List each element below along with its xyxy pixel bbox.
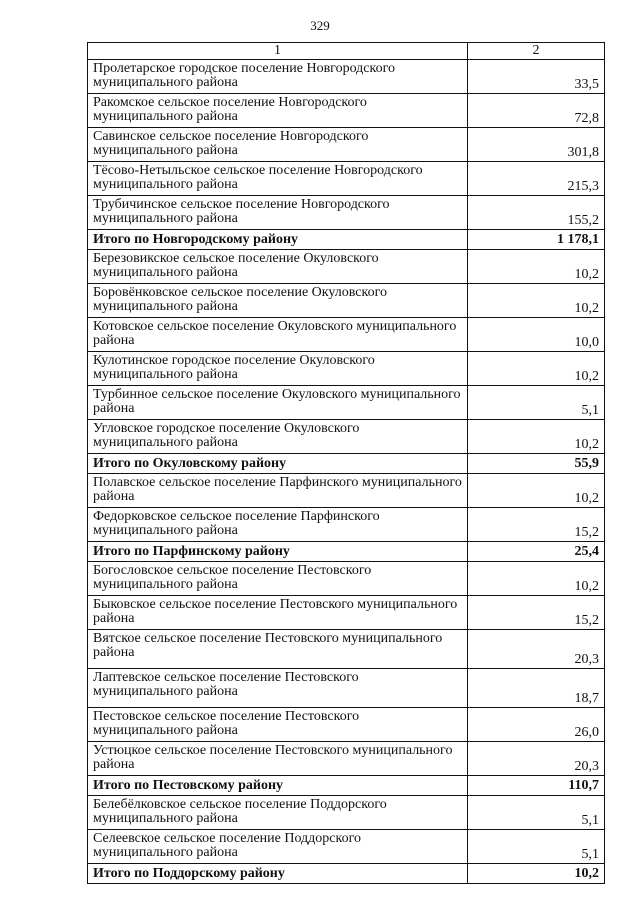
amount-value: 5,1 [468, 830, 605, 864]
total-row [88, 230, 605, 250]
amount-value: 10,0 [468, 318, 605, 352]
column-header-2: 2 [468, 43, 605, 60]
total-label: Итого по Окуловскому району [88, 454, 468, 474]
table-row [88, 94, 605, 128]
table-row [88, 60, 605, 94]
settlement-name: Котовское сельское поселение Окуловского муниципального района [88, 318, 468, 352]
table-row [88, 562, 605, 596]
table-row [88, 196, 605, 230]
table-row [88, 128, 605, 162]
settlement-name: Лаптевское сельское поселение Пестовского муниципального района [88, 669, 468, 708]
settlement-name: Полавское сельское поселение Парфинского муниципального района [88, 474, 468, 508]
amount-value: 10,2 [468, 284, 605, 318]
table-row [88, 284, 605, 318]
settlement-name: Пестовское сельское поселение Пестовского муниципального района [88, 708, 468, 742]
settlement-name: Турбинное сельское поселение Окуловского муниципального района [88, 386, 468, 420]
total-row [88, 864, 605, 884]
table-row [88, 830, 605, 864]
amount-value: 20,3 [468, 742, 605, 776]
table-row [88, 420, 605, 454]
amount-value: 10,2 [468, 250, 605, 284]
settlement-name: Устюцкое сельское поселение Пестовского муниципального района [88, 742, 468, 776]
total-value: 25,4 [468, 542, 605, 562]
settlement-name: Боровёнковское сельское поселение Окуловского муниципального района [88, 284, 468, 318]
table-row [88, 508, 605, 542]
amount-value: 20,3 [468, 630, 605, 669]
amount-value: 215,3 [468, 162, 605, 196]
total-value: 10,2 [468, 864, 605, 884]
amount-value: 33,5 [468, 60, 605, 94]
total-row [88, 542, 605, 562]
total-row [88, 454, 605, 474]
settlement-name: Федорковское сельское поселение Парфинского муниципального района [88, 508, 468, 542]
amount-value: 10,2 [468, 352, 605, 386]
allocation-table [87, 42, 605, 884]
table-row [88, 474, 605, 508]
table-row [88, 162, 605, 196]
table-row [88, 669, 605, 708]
amount-value: 10,2 [468, 474, 605, 508]
table-row [88, 352, 605, 386]
table-row [88, 250, 605, 284]
settlement-name: Пролетарское городское поселение Новгородского муниципального района [88, 60, 468, 94]
total-value: 1 178,1 [468, 230, 605, 250]
amount-value: 15,2 [468, 508, 605, 542]
total-value: 110,7 [468, 776, 605, 796]
table-body [88, 43, 605, 884]
settlement-name: Березовикское сельское поселение Окуловского муниципального района [88, 250, 468, 284]
total-row [88, 776, 605, 796]
settlement-name: Селеевское сельское поселение Поддорского муниципального района [88, 830, 468, 864]
amount-value: 10,2 [468, 420, 605, 454]
amount-value: 26,0 [468, 708, 605, 742]
amount-value: 10,2 [468, 562, 605, 596]
total-label: Итого по Пестовскому району [88, 776, 468, 796]
table-row [88, 742, 605, 776]
amount-value: 155,2 [468, 196, 605, 230]
settlement-name: Трубичинское сельское поселение Новгородского муниципального района [88, 196, 468, 230]
amount-value: 301,8 [468, 128, 605, 162]
settlement-name: Ракомское сельское поселение Новгородского муниципального района [88, 94, 468, 128]
column-header-1: 1 [88, 43, 468, 60]
settlement-name: Белебёлковское сельское поселение Поддорского муниципального района [88, 796, 468, 830]
table-header-row [88, 43, 605, 60]
total-value: 55,9 [468, 454, 605, 474]
total-label: Итого по Парфинскому району [88, 542, 468, 562]
table-row [88, 386, 605, 420]
amount-value: 18,7 [468, 669, 605, 708]
table-row [88, 708, 605, 742]
table-row [88, 630, 605, 669]
settlement-name: Вятское сельское поселение Пестовского муниципального района [88, 630, 468, 669]
settlement-name: Савинское сельское поселение Новгородского муниципального района [88, 128, 468, 162]
table-row [88, 796, 605, 830]
page-number: 329 [310, 18, 330, 33]
total-label: Итого по Новгородскому району [88, 230, 468, 250]
amount-value: 5,1 [468, 386, 605, 420]
amount-value: 5,1 [468, 796, 605, 830]
settlement-name: Тёсово-Нетыльское сельское поселение Новгородского муниципального района [88, 162, 468, 196]
settlement-name: Кулотинское городское поселение Окуловского муниципального района [88, 352, 468, 386]
total-label: Итого по Поддорскому району [88, 864, 468, 884]
amount-value: 72,8 [468, 94, 605, 128]
settlement-name: Быковское сельское поселение Пестовского муниципального района [88, 596, 468, 630]
table-row [88, 318, 605, 352]
amount-value: 15,2 [468, 596, 605, 630]
table-row [88, 596, 605, 630]
settlement-name: Богословское сельское поселение Пестовского муниципального района [88, 562, 468, 596]
settlement-name: Угловское городское поселение Окуловского муниципального района [88, 420, 468, 454]
